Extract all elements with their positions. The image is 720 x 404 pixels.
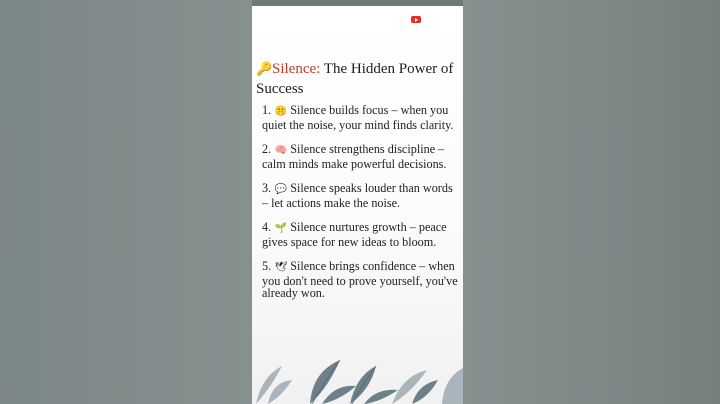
point-number: 1.: [262, 103, 272, 117]
point-text: Silence nurtures growth – peace gives space for new ideas to bloom.: [262, 220, 447, 249]
point-number: 2.: [262, 142, 272, 156]
page-title: [256, 59, 461, 99]
background-left: [0, 0, 252, 404]
point-number: 4.: [262, 220, 272, 234]
list-item: [262, 143, 460, 170]
list-item: [262, 104, 460, 131]
dove-icon: 🕊: [274, 262, 288, 273]
point-text: Silence brings confidence – when you don't need to prove yourself, you've already won.: [262, 259, 458, 300]
seedling-icon: 🌱: [274, 223, 287, 234]
point-text: Silence builds focus – when you quiet the noise, your mind finds clarity.: [262, 103, 454, 132]
title-accent: Silence:: [272, 61, 321, 77]
list-item: [262, 260, 460, 300]
content-card: [252, 6, 463, 404]
background-right: [463, 0, 720, 404]
shushing-face-icon: 🤫: [274, 106, 287, 117]
brain-icon: 🧠: [274, 145, 287, 156]
point-number: 5.: [262, 259, 272, 273]
points-list: [262, 104, 460, 312]
youtube-icon[interactable]: [411, 16, 421, 23]
speech-bubble-icon: 💬: [274, 184, 287, 195]
point-text: Silence speaks louder than words – let actions make the noise.: [262, 181, 453, 210]
point-number: 3.: [262, 181, 272, 195]
list-item: [262, 221, 460, 248]
key-icon: 🔑: [256, 61, 273, 76]
list-item: [262, 182, 460, 209]
title-text: The Hidden Power of Success: [256, 61, 454, 97]
leaf-decoration: [252, 306, 463, 404]
point-text: Silence strengthens discipline – calm minds make powerful decisions.: [262, 142, 447, 171]
